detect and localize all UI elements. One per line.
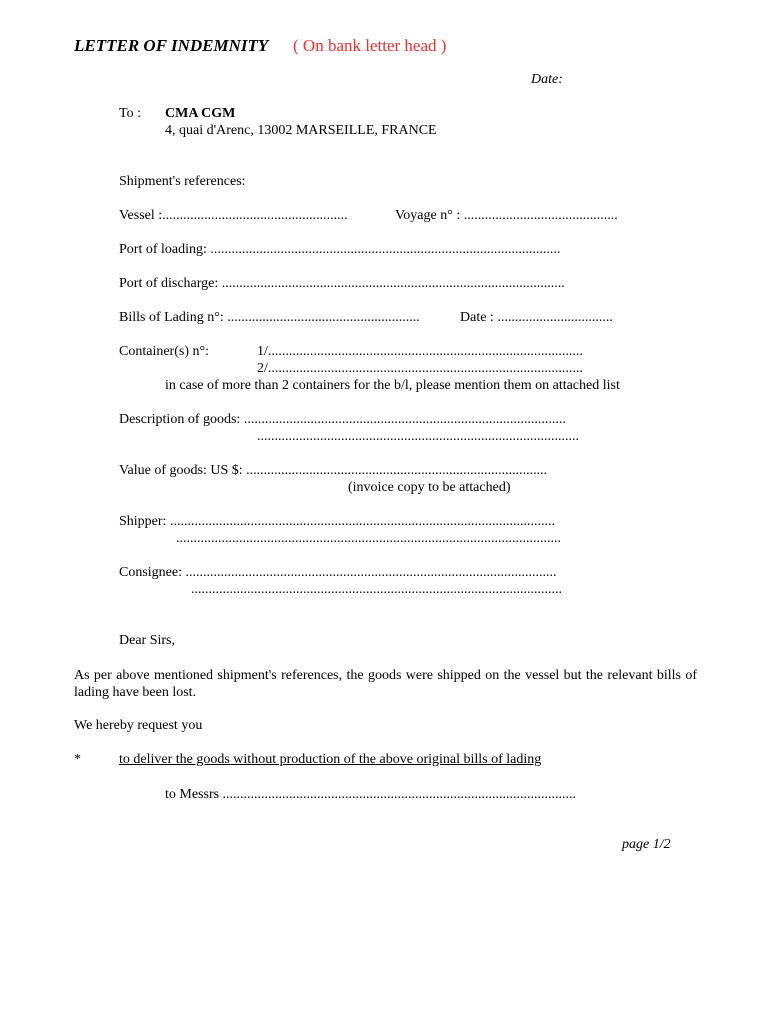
description-field: Description of goods: ............................................................................................ [119, 412, 566, 427]
container-1-field: 1/.......................................................................................... [257, 344, 583, 359]
port-of-loading-field: Port of loading: .................................................................................................... [119, 242, 561, 257]
description-continuation: ............................................................................................ [257, 429, 579, 444]
request-line: We hereby request you [74, 718, 203, 733]
bills-date-field: Date : ................................. [460, 310, 613, 325]
letterhead-note: ( On bank letter head ) [293, 36, 447, 55]
to-label: To : [119, 106, 141, 121]
bills-of-lading-field: Bills of Lading n°: ....................................................... [119, 310, 420, 325]
bullet-marker: * [74, 752, 81, 767]
salutation: Dear Sirs, [119, 633, 175, 648]
date-label: Date: [531, 72, 563, 87]
delivery-instruction: to deliver the goods without production of the above original bills of lading [119, 752, 542, 767]
messrs-field: to Messrs ..................................................................................................... [165, 787, 577, 802]
consignee-continuation: .......................................................................................................... [191, 582, 562, 597]
value-field: Value of goods: US $: ...................................................................................... [119, 463, 548, 478]
shipment-heading: Shipment's references: [119, 174, 246, 189]
port-of-discharge-field: Port of discharge: .................................................................................................. [119, 276, 565, 291]
recipient-address: 4, quai d'Arenc, 13002 MARSEILLE, FRANCE [165, 123, 437, 138]
vessel-field: Vessel :..................................................... [119, 208, 348, 223]
page-number: page 1/2 [622, 837, 671, 852]
consignee-field: Consignee: .......................................................................................................... [119, 565, 557, 580]
shipper-continuation: .............................................................................................................. [176, 531, 561, 546]
document-title: LETTER OF INDEMNITY [74, 36, 269, 55]
value-note: (invoice copy to be attached) [348, 480, 511, 495]
voyage-field: Voyage n° : ............................................ [395, 208, 618, 223]
container-2-field: 2/.......................................................................................... [257, 361, 583, 376]
containers-label: Container(s) n°: [119, 344, 209, 359]
body-paragraph: As per above mentioned shipment's references, the goods were shipped on the vessel but the relevant bills of lading have been lost. [74, 668, 697, 700]
shipper-field: Shipper: .............................................................................................................. [119, 514, 555, 529]
containers-note: in case of more than 2 containers for the b/l, please mention them on attached list [165, 378, 620, 393]
recipient-name: CMA CGM [165, 106, 236, 121]
